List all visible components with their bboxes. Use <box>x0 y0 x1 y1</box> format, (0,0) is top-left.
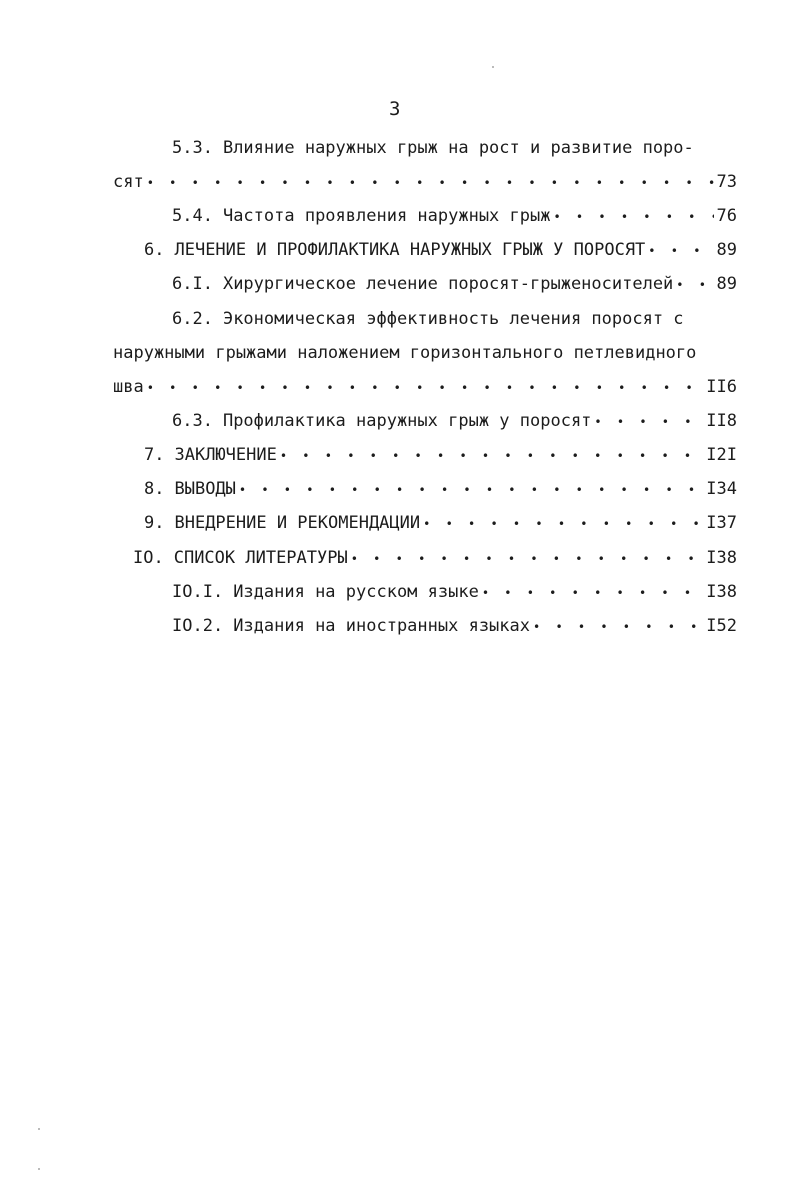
section-title: Экономическая эффективность лечения поросят с <box>222 309 684 329</box>
toc-entry-5-3-continuation <box>113 170 737 194</box>
dot-leader <box>482 580 703 605</box>
section-number: 5.4. <box>172 206 213 226</box>
section-number: IO.2. <box>172 616 224 636</box>
toc-entry-6-2 <box>172 307 712 331</box>
section-title: Издания на иностранных языках <box>233 616 530 636</box>
section-title: Влияние наружных грыж на рост и развитие поро- <box>222 138 694 158</box>
toc-entry-6-3 <box>172 409 737 433</box>
page-number: 3 <box>389 98 401 120</box>
page-ref: I38 <box>706 582 737 602</box>
section-title-continuation: сят <box>113 172 144 192</box>
dot-leader <box>147 375 704 400</box>
toc-entry-5-3 <box>172 136 712 160</box>
section-title: ЗАКЛЮЧЕНИЕ <box>174 445 277 465</box>
page-ref: I38 <box>706 548 737 568</box>
toc-entry-6-2-line-3 <box>113 375 737 399</box>
toc-entry-9 <box>144 511 737 535</box>
dot-leader <box>648 238 713 263</box>
page-ref: 76 <box>716 206 737 226</box>
dot-leader <box>351 546 704 571</box>
section-title-continuation: наружными грыжами наложением горизонтального петлевидного <box>113 343 697 363</box>
page-ref: I2I <box>706 445 737 465</box>
scan-speck <box>38 1128 40 1130</box>
dot-leader <box>423 511 703 536</box>
section-title: Издания на русском языке <box>233 582 479 602</box>
section-title-continuation: шва <box>113 377 144 397</box>
toc-entry-10 <box>133 546 737 570</box>
scan-speck <box>492 66 494 68</box>
section-title: ВЫВОДЫ <box>174 479 236 499</box>
toc-entry-10-2 <box>172 614 737 638</box>
page-ref: II8 <box>706 411 737 431</box>
section-number: 6.2. <box>172 309 213 329</box>
section-number: 9. <box>144 513 165 533</box>
section-number: 7. <box>144 445 165 465</box>
page-ref: 73 <box>716 172 737 192</box>
scan-speck <box>38 1168 40 1170</box>
toc-entry-7 <box>144 443 737 467</box>
page-ref: 89 <box>716 274 737 294</box>
section-number: 5.3. <box>172 138 213 158</box>
toc-entry-6-2-line-2 <box>113 341 713 365</box>
toc-entry-6 <box>144 238 737 262</box>
page-ref: I34 <box>706 479 737 499</box>
page-ref: I37 <box>706 513 737 533</box>
section-number: 6.I. <box>172 274 213 294</box>
dot-leader <box>553 204 713 229</box>
section-number: 6. <box>144 240 165 260</box>
section-title: ЛЕЧЕНИЕ И ПРОФИЛАКТИКА НАРУЖНЫХ ГРЫЖ У ПОРОСЯТ <box>174 240 646 260</box>
dot-leader <box>147 170 714 195</box>
section-title: ВНЕДРЕНИЕ И РЕКОМЕНДАЦИИ <box>174 513 421 533</box>
dot-leader <box>239 477 703 502</box>
section-title: Профилактика наружных грыж у поросят <box>222 411 592 431</box>
page-ref: I52 <box>706 616 737 636</box>
section-title: СПИСОК ЛИТЕРАТУРЫ <box>173 548 348 568</box>
page-ref: II6 <box>706 377 737 397</box>
toc-entry-8 <box>144 477 737 501</box>
section-title: Хирургическое лечение поросят-грыженосителей <box>222 274 674 294</box>
toc-entry-10-1 <box>172 580 737 604</box>
toc-entry-5-4 <box>172 204 737 228</box>
dot-leader <box>280 443 703 468</box>
section-title: Частота проявления наружных грыж <box>222 206 551 226</box>
section-number: 8. <box>144 479 165 499</box>
dot-leader <box>533 614 703 639</box>
section-number: IO.I. <box>172 582 224 602</box>
section-number: 6.3. <box>172 411 213 431</box>
dot-leader <box>676 272 713 297</box>
section-number: IO. <box>133 548 164 568</box>
dot-leader <box>594 409 703 434</box>
page-ref: 89 <box>716 240 737 260</box>
toc-entry-6-1 <box>172 272 737 296</box>
